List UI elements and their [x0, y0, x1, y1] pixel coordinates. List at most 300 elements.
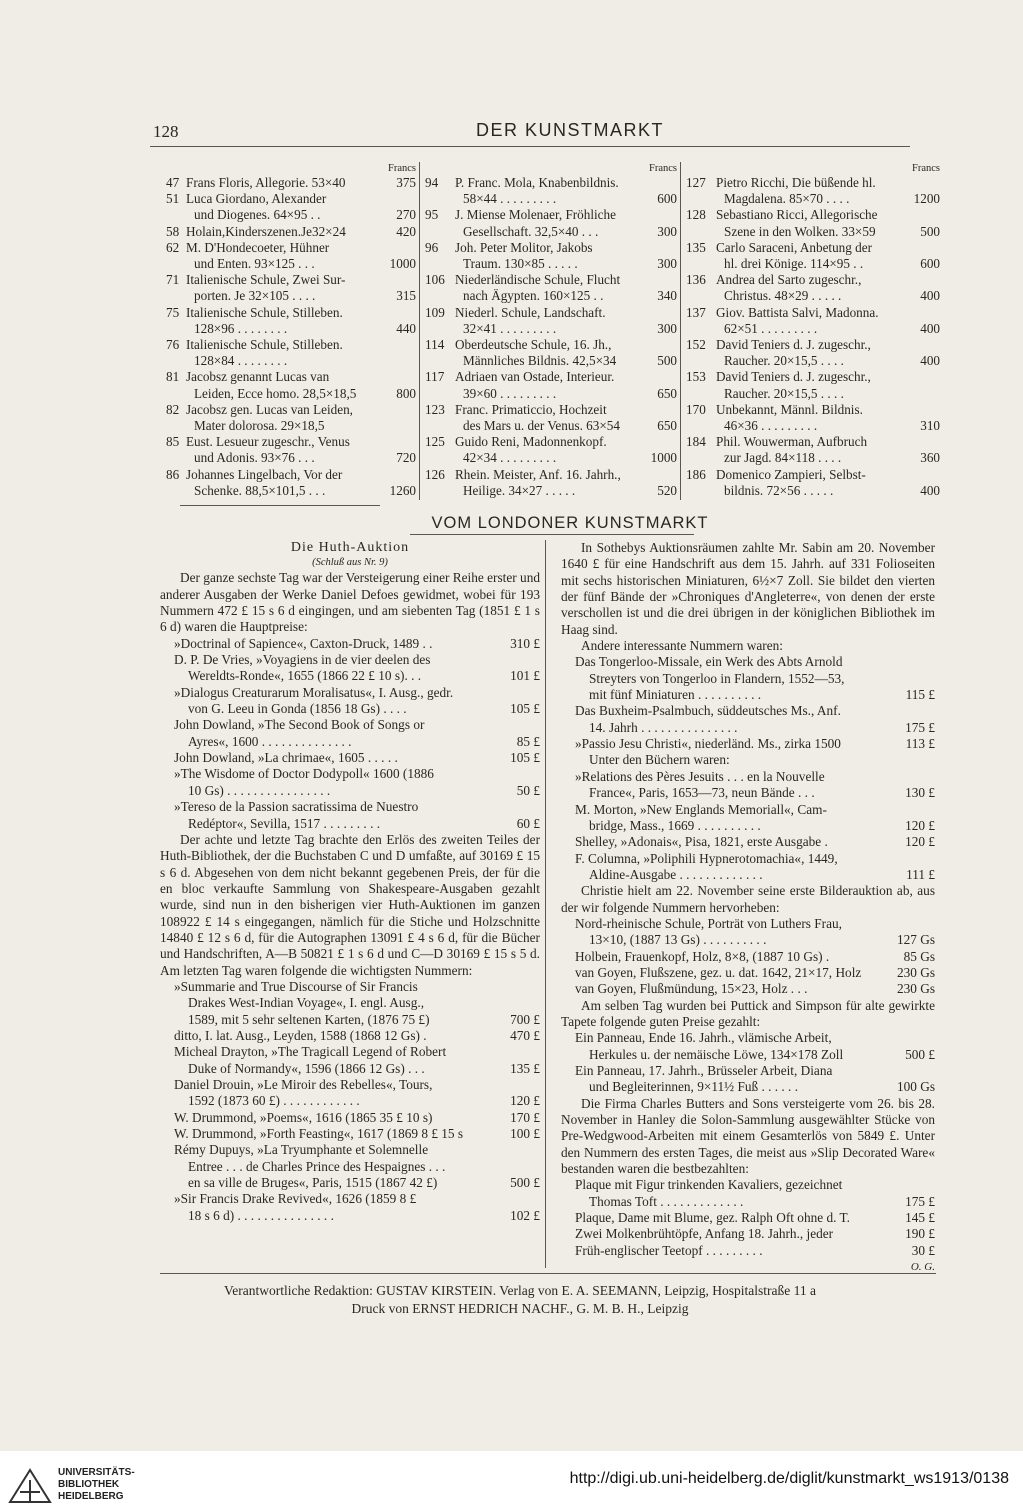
item-price — [931, 769, 935, 785]
item-price: 105 £ — [510, 750, 540, 766]
lot-number: 96 — [425, 239, 439, 255]
item-description: F. Columna, »Poliphili Hypnerotomachia«, 1449, — [575, 850, 838, 866]
lot-description: des Mars u. der Venus. 63×54 — [463, 418, 620, 434]
item-description: Unter den Büchern waren: — [589, 752, 730, 768]
paragraph: Der achte und letzte Tag brachte den Erlös des zweiten Teiles der Huth-Bibliothek, der die Buchstaben C und D umfaßte, auf 30169 £ 15 s 6 d. Abgesehen von dem nicht bekannt gegebenen Preis, der für die en bloc verkaufte Sammlung von Shakespeare-Ausgaben gezahlt wurde, sind nun in den bisherigen vier Huth-Auktionen im ganzen 108922 £ 14 s eingegangen, nämlich für die Stiche und Holzschnitte 14840 £ 12 s 6 d, für die Autographen 13091 £ 4 s 6 d, für die Bücher und Handschriften, A—B 50821 £ 1 s 6 d und C—D 30169 £ 15 s 5 d. Am letzten Tag waren folgende die wichtigsten Nummern: — [160, 831, 540, 978]
lot-description: Raucher. 20×15,5 . . . . — [724, 385, 844, 401]
price-item — [561, 818, 935, 834]
item-description: 13×10, (1887 13 Gs) . . . . . . . . . . — [589, 932, 767, 948]
library-name: BIBLIOTHEK — [58, 1479, 120, 1490]
item-price: 85 £ — [516, 733, 540, 749]
lot-number: 76 — [166, 337, 180, 353]
price-item — [561, 802, 935, 818]
price-item — [160, 668, 540, 684]
item-price — [931, 703, 935, 719]
lot-price — [904, 272, 940, 288]
item-price — [931, 1177, 935, 1193]
lot-number — [425, 450, 455, 466]
item-description: Das Tongerloo-Missale, ein Werk des Abts Arnold — [575, 654, 843, 670]
lot-price — [380, 240, 416, 256]
price-item — [561, 965, 935, 981]
lot-number: 106 — [425, 272, 445, 288]
lot-line — [425, 483, 677, 499]
item-price: 230 Gs — [896, 964, 935, 980]
lot-description: und Diogenes. 64×95 . . — [194, 207, 321, 223]
lot-line — [425, 288, 677, 304]
item-description: Früh-englischer Teetopf . . . . . . . . . — [575, 1242, 763, 1258]
price-item — [561, 949, 935, 965]
price-item — [160, 979, 540, 995]
lot-price — [380, 369, 416, 385]
item-price — [536, 1044, 540, 1060]
price-item — [160, 1061, 540, 1077]
item-description: ditto, I. lat. Ausg., Leyden, 1588 (1868 12 Gs) . — [174, 1027, 427, 1043]
lot-description: David Teniers d. J. zugeschr., — [716, 337, 871, 353]
lot-number — [686, 256, 716, 272]
lot-line — [425, 207, 677, 223]
currency-label: Francs — [912, 163, 940, 174]
page-number: 128 — [153, 122, 179, 141]
price-item — [160, 750, 540, 766]
lot-line — [425, 224, 677, 240]
library-emblem-icon — [6, 1466, 56, 1506]
lot-description: 42×34 . . . . . . . . . — [463, 450, 557, 466]
lot-description: porten. Je 32×105 . . . . — [194, 288, 316, 304]
lot-description: J. Miense Molenaer, Fröhliche — [455, 207, 616, 223]
lot-description: David Teniers d. J. zugeschr., — [716, 369, 871, 385]
price-item — [561, 703, 935, 719]
lot-line — [425, 467, 677, 483]
lot-price: 400 — [920, 320, 940, 336]
lot-number: 58 — [166, 223, 180, 239]
lot-description: Andrea del Sarto zugeschr., — [716, 272, 862, 288]
paragraph: Der ganze sechste Tag war der Versteigerung einer Reihe erster und anderer Ausgaben der Werke Daniel Defoes gewidmet, wobei für 193 Nummern 472 £ 15 s 6 d eingingen, und am siebenten Tag (1851 £ 1 s 6 d) waren die Hauptpreise: — [160, 570, 540, 635]
lot-description: hl. drei Könige. 114×95 . . — [724, 256, 864, 272]
lot-description: Eust. Lesueur zugeschr., Venus — [186, 434, 350, 450]
lot-number: 51 — [166, 191, 180, 207]
lot-price: 650 — [657, 385, 677, 401]
price-item — [160, 1142, 540, 1158]
footer-rule — [160, 1273, 936, 1274]
item-description: »Doctrinal of Sapience«, Caxton-Druck, 1489 . . — [174, 635, 433, 651]
lot-description: M. D'Hondecoeter, Hühner — [186, 239, 330, 255]
price-item — [160, 816, 540, 832]
item-description: Wereldts-Ronde«, 1655 (1866 22 £ 10 s). . . — [188, 668, 422, 684]
lot-number — [425, 353, 455, 369]
lot-description: Pietro Ricchi, Die büßende hl. — [716, 175, 876, 190]
item-price: 100 Gs — [896, 1079, 935, 1095]
price-list — [160, 979, 540, 1224]
lot-line — [686, 369, 940, 385]
item-description: »Passio Jesu Christi«, niederländ. Ms., zirka 1500 — [575, 736, 841, 752]
item-description: W. Drummond, »Poems«, 1616 (1865 35 £ 10 s) — [174, 1109, 433, 1125]
price-item — [160, 1044, 540, 1060]
price-item — [561, 785, 935, 801]
price-item — [160, 1126, 540, 1142]
column-divider — [680, 162, 681, 500]
lot-description: 62×51 . . . . . . . . . — [724, 320, 818, 336]
lot-number — [166, 386, 186, 402]
lot-number: 85 — [166, 434, 180, 450]
lot-line — [166, 207, 416, 223]
item-description: bridge, Mass., 1669 . . . . . . . . . . — [589, 817, 761, 833]
source-link[interactable]: http://digi.ub.uni-heidelberg.de/diglit/kunstmarkt_ws1913/0138 — [569, 1470, 1009, 1487]
lot-price — [904, 207, 940, 223]
item-description: Duke of Normandy«, 1596 (1866 12 Gs) . . . — [188, 1060, 425, 1076]
item-price: 700 £ — [510, 1011, 540, 1027]
item-price: 145 £ — [905, 1210, 935, 1226]
lot-description: zur Jagd. 84×118 . . . . — [724, 450, 842, 466]
lot-number: 135 — [686, 239, 706, 255]
lot-price — [380, 467, 416, 483]
lot-price — [641, 467, 677, 483]
item-price — [536, 766, 540, 782]
lot-price: 360 — [920, 450, 940, 466]
item-price — [536, 979, 540, 995]
lot-price — [380, 434, 416, 450]
lot-price — [641, 369, 677, 385]
item-price — [536, 685, 540, 701]
lot-number: 75 — [166, 304, 180, 320]
lot-line — [686, 337, 940, 353]
lot-number — [425, 386, 455, 402]
item-price: 175 £ — [905, 719, 935, 735]
lot-price: 420 — [396, 223, 416, 239]
lot-number: 123 — [425, 401, 445, 417]
lot-price — [641, 402, 677, 418]
item-price: 111 £ — [906, 866, 935, 882]
imprint — [160, 1282, 880, 1318]
lot-line — [166, 305, 416, 321]
lot-price: 300 — [657, 320, 677, 336]
item-price: 102 £ — [510, 1207, 540, 1223]
section-underline — [410, 534, 694, 535]
item-price: 120 £ — [905, 817, 935, 833]
price-item — [561, 1030, 935, 1046]
item-price: 170 £ — [510, 1109, 540, 1125]
item-price: 500 £ — [510, 1175, 540, 1191]
lot-line — [166, 450, 416, 466]
lot-line — [166, 369, 416, 385]
lot-column-2 — [425, 162, 677, 499]
item-price: 50 £ — [516, 782, 540, 798]
lot-description: 32×41 . . . . . . . . . — [463, 320, 557, 336]
lot-price: 1000 — [650, 450, 677, 466]
lot-price: 600 — [920, 256, 940, 272]
item-description: Daniel Drouin, »Le Miroir des Rebelles«, Tours, — [174, 1077, 433, 1092]
item-description: M. Morton, »New Englands Memoriall«, Cam- — [575, 801, 827, 817]
lot-description: Unbekannt, Männl. Bildnis. — [716, 401, 863, 417]
lot-number: 81 — [166, 369, 180, 385]
lot-line — [166, 224, 416, 240]
lot-description: Magdalena. 85×70 . . . . — [724, 191, 850, 207]
lot-number — [686, 450, 716, 466]
item-description: 10 Gs) . . . . . . . . . . . . . . . . — [188, 782, 331, 798]
lot-description: Gesellschaft. 32,5×40 . . . — [463, 223, 599, 239]
lot-price — [904, 175, 940, 191]
lot-number: 94 — [425, 175, 439, 190]
price-item — [160, 995, 540, 1011]
lot-price: 650 — [657, 418, 677, 434]
price-item — [160, 1093, 540, 1109]
lot-price: 400 — [920, 482, 940, 498]
lot-description: Johannes Lingelbach, Vor der — [186, 466, 343, 482]
lot-number — [686, 483, 716, 499]
lot-line — [425, 418, 677, 434]
lot-number — [425, 256, 455, 272]
lot-price — [904, 369, 940, 385]
price-item — [561, 769, 935, 785]
lot-price: 270 — [396, 207, 416, 223]
price-item — [561, 932, 935, 948]
lot-price: 300 — [657, 256, 677, 272]
paragraph: Christie hielt am 22. November seine erste Bilderauktion ab, aus der wir folgende Nummern hervorheben: — [561, 883, 935, 915]
price-item — [160, 636, 540, 652]
lot-price: 340 — [657, 288, 677, 304]
lot-number: 82 — [166, 401, 180, 417]
lot-number — [166, 483, 186, 499]
item-price: 310 £ — [510, 635, 540, 651]
lot-price — [904, 240, 940, 256]
item-description: van Goyen, Flußmündung, 15×23, Holz . . . — [575, 981, 808, 997]
item-description: Rémy Dupuys, »La Tryumphante et Solemnelle — [174, 1142, 429, 1158]
lot-description: Phil. Wouwerman, Aufbruch — [716, 434, 868, 450]
price-item — [561, 867, 935, 883]
lot-description: Jacobsz gen. Lucas van Leiden, — [186, 401, 353, 417]
price-list — [561, 916, 935, 998]
price-item — [160, 1208, 540, 1224]
item-price — [536, 717, 540, 733]
lot-line — [686, 224, 940, 240]
library-logo[interactable] — [0, 1462, 300, 1508]
item-price: 60 £ — [516, 815, 540, 831]
lot-line — [166, 272, 416, 288]
lot-description: 58×44 . . . . . . . . . — [463, 191, 557, 207]
lot-description: Giov. Battista Salvi, Madonna. — [716, 304, 879, 320]
lot-price: 500 — [920, 223, 940, 239]
lot-line — [686, 207, 940, 223]
item-price: 470 £ — [510, 1027, 540, 1043]
lot-price: 310 — [920, 418, 940, 434]
lot-number — [686, 418, 716, 434]
lot-description: Luca Giordano, Alexander — [186, 191, 327, 207]
item-price — [931, 752, 935, 768]
lot-price: 400 — [920, 288, 940, 304]
item-description: Ein Panneau, 17. Jahrh., Brüsseler Arbeit, Diana — [575, 1063, 833, 1078]
lot-number — [686, 191, 716, 207]
lot-number — [425, 191, 455, 207]
price-list — [561, 1030, 935, 1095]
lot-number: 109 — [425, 304, 445, 320]
header-rule — [150, 146, 910, 147]
lot-number — [425, 288, 455, 304]
lot-price — [904, 467, 940, 483]
lot-description: Sebastiano Ricci, Allegorische — [716, 207, 878, 223]
lot-number: 136 — [686, 272, 706, 288]
lot-line — [686, 467, 940, 483]
item-price: 30 £ — [911, 1242, 935, 1258]
lot-description: Männliches Bildnis. 42,5×34 — [463, 353, 617, 369]
lot-description: Raucher. 20×15,5 . . . . — [724, 353, 844, 369]
item-description: Plaque mit Figur trinkenden Kavaliers, gezeichnet — [575, 1177, 843, 1193]
library-name: HEIDELBERG — [58, 1491, 124, 1502]
lot-number: 62 — [166, 239, 180, 255]
item-price — [931, 916, 935, 932]
lot-line — [425, 337, 677, 353]
lot-price: 375 — [396, 175, 416, 190]
lot-price — [380, 402, 416, 418]
lot-number: 184 — [686, 434, 706, 450]
lot-price: 1260 — [389, 482, 416, 498]
item-description: Ein Panneau, Ende 16. Jahrh., vlämische Arbeit, — [575, 1030, 832, 1046]
lot-line — [425, 256, 677, 272]
lot-line — [425, 321, 677, 337]
lot-number — [425, 418, 455, 434]
item-price — [536, 652, 540, 668]
paragraph: In Sothebys Auktionsräumen zahlte Mr. Sabin am 20. November 1640 £ für eine Handschrift aus dem 15. Jahrh. auf 331 Folioseiten mit sechs historischen Miniaturen, 6½×7 Zoll. Sie bildet den vierten der fünf Bände der »Chroniques d'Angleterre«, von denen der erste verschollen ist und die drei übrigen in der königlichen Bibliothek im Haag sind. — [561, 540, 935, 637]
price-item — [561, 654, 935, 670]
item-description: »Sir Francis Drake Revived«, 1626 (1859 8 £ — [174, 1191, 417, 1207]
item-price: 135 £ — [510, 1060, 540, 1076]
item-description: van Goyen, Flußszene, gez. u. dat. 1642, 21×17, Holz — [575, 964, 862, 980]
item-description: 18 s 6 d) . . . . . . . . . . . . . . . — [188, 1207, 334, 1223]
lot-line — [166, 386, 416, 402]
lot-line — [686, 256, 940, 272]
lot-line — [425, 386, 677, 402]
left-article — [160, 540, 540, 1224]
item-description: Ayres«, 1600 . . . . . . . . . . . . . . — [188, 733, 352, 749]
item-price — [931, 851, 935, 867]
lot-description: Domenico Zampieri, Selbst- — [716, 466, 866, 482]
lot-number — [166, 321, 186, 337]
item-price: 500 £ — [905, 1046, 935, 1062]
lot-line — [686, 305, 940, 321]
item-description: en sa ville de Bruges«, Paris, 1515 (1867 42 £) — [188, 1175, 438, 1191]
lot-line — [425, 240, 677, 256]
lot-price — [380, 272, 416, 288]
item-price — [931, 654, 935, 670]
lot-line — [166, 353, 416, 369]
lot-description: 128×84 . . . . . . . . — [194, 353, 288, 369]
paragraph: Am selben Tag wurden bei Puttick and Simpson für alte gewirkte Tapete folgende guten Preise gezahlt: — [561, 997, 935, 1029]
lot-column-3 — [686, 162, 940, 499]
item-description: 14. Jahrh . . . . . . . . . . . . . . . — [589, 719, 738, 735]
item-price: 101 £ — [510, 668, 540, 684]
library-name: UNIVERSITÄTS- — [58, 1467, 135, 1478]
price-item — [160, 717, 540, 733]
item-description: Holbein, Frauenkopf, Holz, 8×8, (1887 10 Gs) . — [575, 948, 830, 964]
lot-description: Heilige. 34×27 . . . . . — [463, 482, 576, 498]
item-price — [536, 1159, 540, 1175]
item-description: France«, Paris, 1653—73, neun Bände . . . — [589, 785, 815, 801]
lot-price — [904, 434, 940, 450]
lot-description: Adriaen van Ostade, Interieur. — [455, 369, 615, 385]
lot-line — [166, 483, 416, 499]
lot-price — [641, 207, 677, 223]
item-description: Redéptor«, Sevilla, 1517 . . . . . . . . . — [188, 815, 381, 831]
item-price: 175 £ — [905, 1193, 935, 1209]
lot-number: 47 — [166, 175, 180, 190]
lot-description: Carlo Saraceni, Anbetung der — [716, 239, 873, 255]
item-description: und Begleiterinnen, 9×11½ Fuß . . . . . . — [589, 1079, 799, 1095]
item-description: John Dowland, »The Second Book of Songs or — [174, 717, 425, 733]
lot-description: P. Franc. Mola, Knabenbildnis. — [455, 175, 619, 190]
lot-description: Christus. 48×29 . . . . . — [724, 288, 842, 304]
lot-price — [904, 305, 940, 321]
price-item — [561, 671, 935, 687]
lot-line — [166, 418, 416, 434]
lot-price — [641, 337, 677, 353]
lot-description: Schenke. 88,5×101,5 . . . — [194, 482, 326, 498]
lot-number — [166, 207, 186, 223]
price-item — [561, 720, 935, 736]
item-price — [931, 1030, 935, 1046]
lot-price: 800 — [396, 385, 416, 401]
item-description: »Tereso de la Passion sacratissima de Nuestro — [174, 799, 419, 815]
divider-left — [180, 505, 380, 506]
lot-number: 127 — [686, 175, 706, 190]
lot-line — [166, 467, 416, 483]
lot-line — [425, 353, 677, 369]
lot-description: Italienische Schule, Zwei Sur- — [186, 272, 346, 288]
lot-price: 440 — [396, 320, 416, 336]
item-description: John Dowland, »La chrimae«, 1605 . . . . . — [174, 750, 398, 766]
lot-line — [425, 434, 677, 450]
lot-price — [380, 191, 416, 207]
price-item — [160, 1028, 540, 1044]
item-description: Herkules u. der nemäische Löwe, 134×178 Zoll — [589, 1046, 844, 1062]
item-description: Thomas Toft . . . . . . . . . . . . . — [589, 1193, 744, 1209]
item-description: von G. Leeu in Gonda (1856 18 Gs) . . . . — [188, 701, 407, 717]
lot-price: 400 — [920, 353, 940, 369]
article-subheading: (Schluß aus Nr. 9) — [312, 557, 388, 569]
lot-price: 500 — [657, 353, 677, 369]
lot-number: 153 — [686, 369, 706, 385]
item-price: 113 £ — [905, 736, 935, 752]
lot-price — [380, 337, 416, 353]
item-description: 1589, mit 5 sehr seltenen Karten, (1876 75 £) — [188, 1011, 430, 1027]
lot-line — [425, 272, 677, 288]
price-item — [561, 981, 935, 997]
lot-number: 125 — [425, 434, 445, 450]
item-description: W. Drummond, »Forth Feasting«, 1617 (1869 8 £ 15 s — [174, 1126, 464, 1142]
lot-number: 117 — [425, 369, 445, 385]
lot-line — [166, 288, 416, 304]
lot-line — [686, 240, 940, 256]
price-item — [561, 1177, 935, 1193]
lot-number: 95 — [425, 207, 439, 223]
price-item — [561, 736, 935, 752]
item-description: Das Buxheim-Psalmbuch, süddeutsches Ms., Anf. — [575, 703, 841, 719]
lot-description: nach Ägypten. 160×125 . . — [463, 288, 604, 304]
lot-price — [641, 434, 677, 450]
price-item — [561, 1210, 935, 1226]
price-item — [160, 734, 540, 750]
lot-number: 126 — [425, 466, 445, 482]
item-description: Micheal Drayton, »The Tragicall Legend of Robert — [174, 1044, 447, 1060]
item-price: 190 £ — [905, 1226, 935, 1242]
price-item — [160, 799, 540, 815]
lot-description: Holain,Kinderszenen.Je32×24 — [186, 223, 346, 239]
item-description: Shelley, »Adonais«, Pisa, 1821, erste Ausgabe . — [575, 834, 828, 850]
lot-line — [166, 321, 416, 337]
price-item — [160, 1110, 540, 1126]
item-price — [931, 671, 935, 687]
price-item — [561, 687, 935, 703]
paragraph: Die Firma Charles Butters and Sons versteigerte vom 26. bis 28. November in Hanley die Solon-Sammlung ausgewählter Stücke von Pre-Wedgwood-Arbeiten mit einem Gesamterlös von 5849 £. Unter den Nummern des ersten Tages, die meist aus »Slip Decorated Ware« bestanden waren die bestbezahlten: — [561, 1095, 935, 1177]
item-description: 1592 (1873 60 £) . . . . . . . . . . . . — [188, 1093, 360, 1109]
lot-line — [686, 402, 940, 418]
